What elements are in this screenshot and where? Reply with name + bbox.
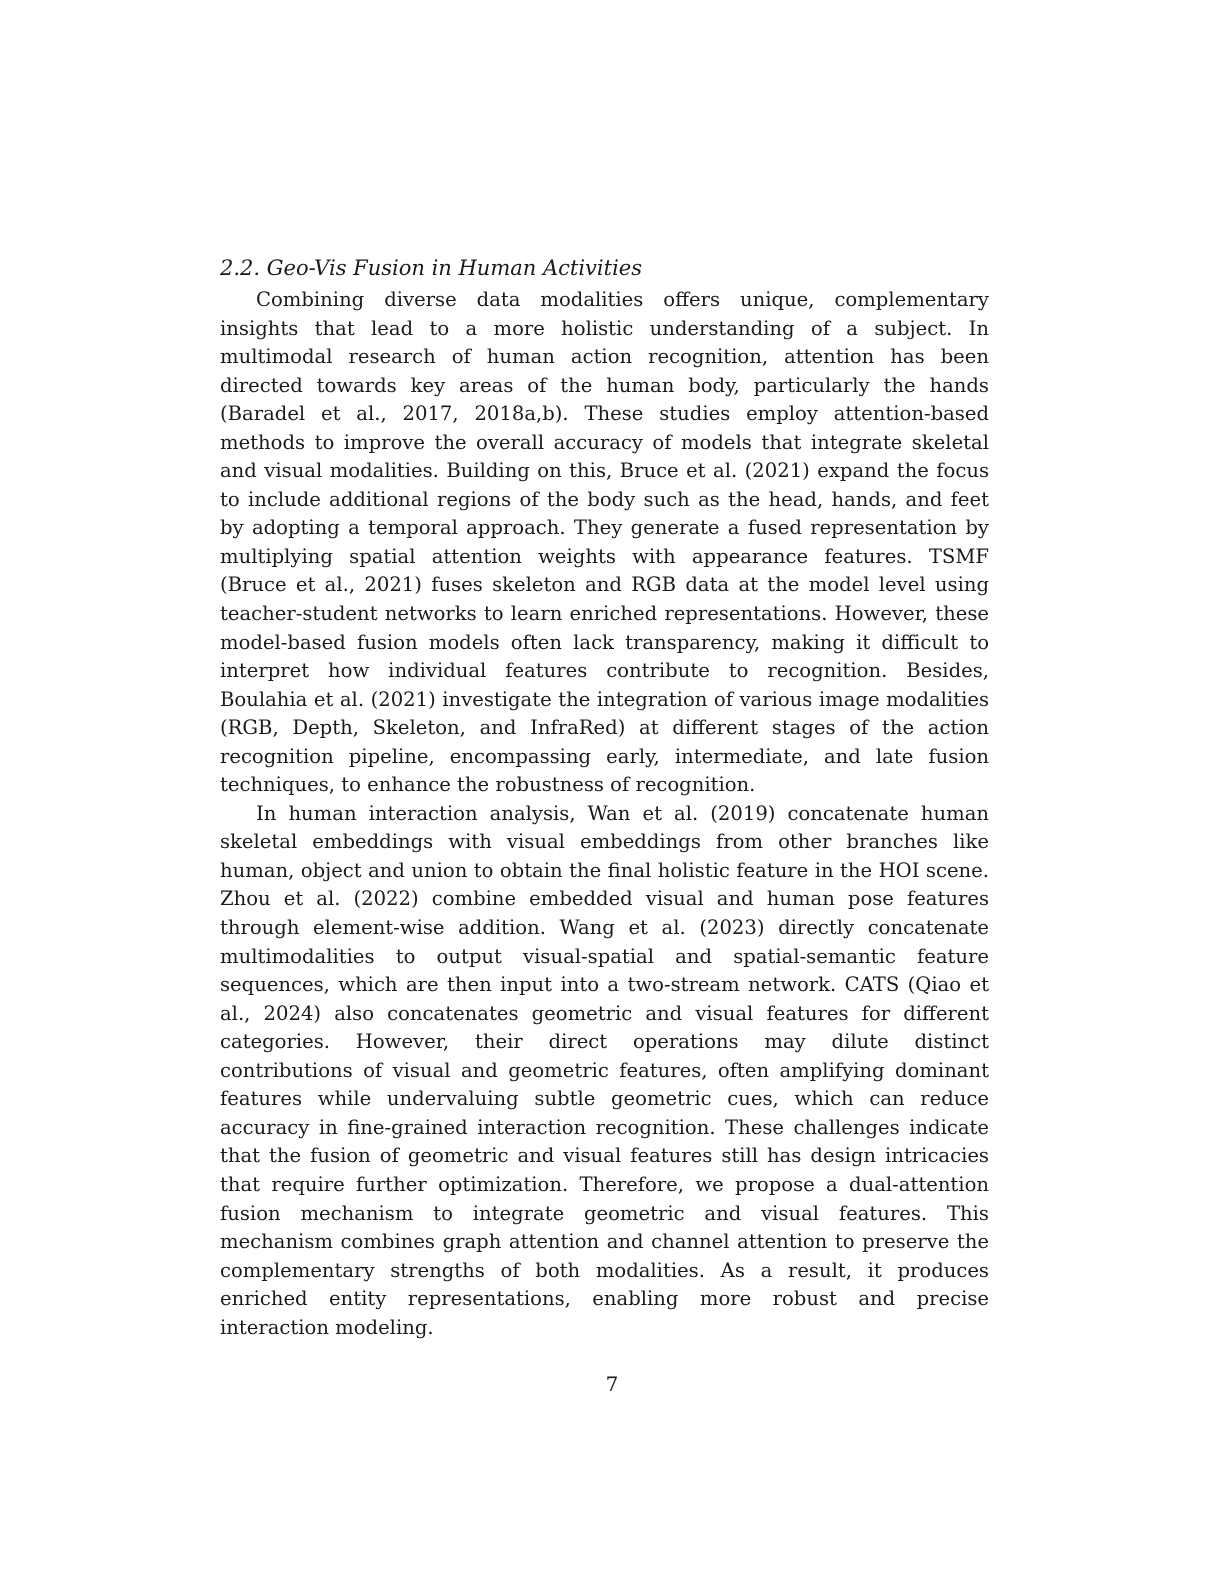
- section-body: [220, 286, 989, 1342]
- section-number: 2.2.: [220, 256, 261, 280]
- section-heading: [220, 254, 1000, 282]
- section-title: Geo-Vis Fusion in Human Activities: [266, 256, 642, 280]
- paragraph-human-interaction-analysis: In human interaction analysis, Wan et al. (2019) concatenate human skeletal embeddings with visual embeddings from other branches like human, object and union to obtain the final holistic feature in the HOI scene. Zhou et al. (2022) combine embedded visual and human pose features through element-wise addition. Wang et al. (2023) directly concatenate multimodalities to output visual-spatial and spatial-semantic feature sequences, which are then input into a two-stream network. CATS (Qiao et al., 2024) also concatenates geometric and visual features for different categories. However, their direct operations may dilute distinct contributions of visual and geometric features, often amplifying dominant features while undervaluing subtle geometric cues, which can reduce accuracy in fine-grained interaction recognition. These challenges indicate that the fusion of geometric and visual features still has design intricacies that require further optimization. Therefore, we propose a dual-attention fusion mechanism to integrate geometric and visual features. This mechanism combines graph attention and channel attention to preserve the complementary strengths of both modalities. As a result, it produces enriched entity representations, enabling more robust and precise interaction modeling.: [220, 801, 989, 1339]
- paragraph-multimodal-action-recognition: Combining diverse data modalities offers unique, complementary insights that lead to a more holistic understanding of a subject. In multimodal research of human action recognition, attention has been directed towards key areas of the human body, particularly the hands (Baradel et al., 2017, 2018a,b). These studies employ attention-based methods to improve the overall accuracy of models that integrate skeletal and visual modalities. Building on this, Bruce et al. (2021) expand the focus to include additional regions of the body such as the head, hands, and feet by adopting a temporal approach. They generate a fused representation by multiplying spatial attention weights with appearance features. TSMF (Bruce et al., 2021) fuses skeleton and RGB data at the model level using teacher-student networks to learn enriched representations. However, these model-based fusion models often lack transparency, making it difficult to interpret how individual features contribute to recognition. Besides, Boulahia et al. (2021) investigate the integration of various image modalities (RGB, Depth, Skeleton, and InfraRed) at different stages of the action recognition pipeline, encompassing early, intermediate, and late fusion techniques, to enhance the robustness of recognition.: [220, 288, 989, 797]
- page-number: 7: [605, 1372, 619, 1396]
